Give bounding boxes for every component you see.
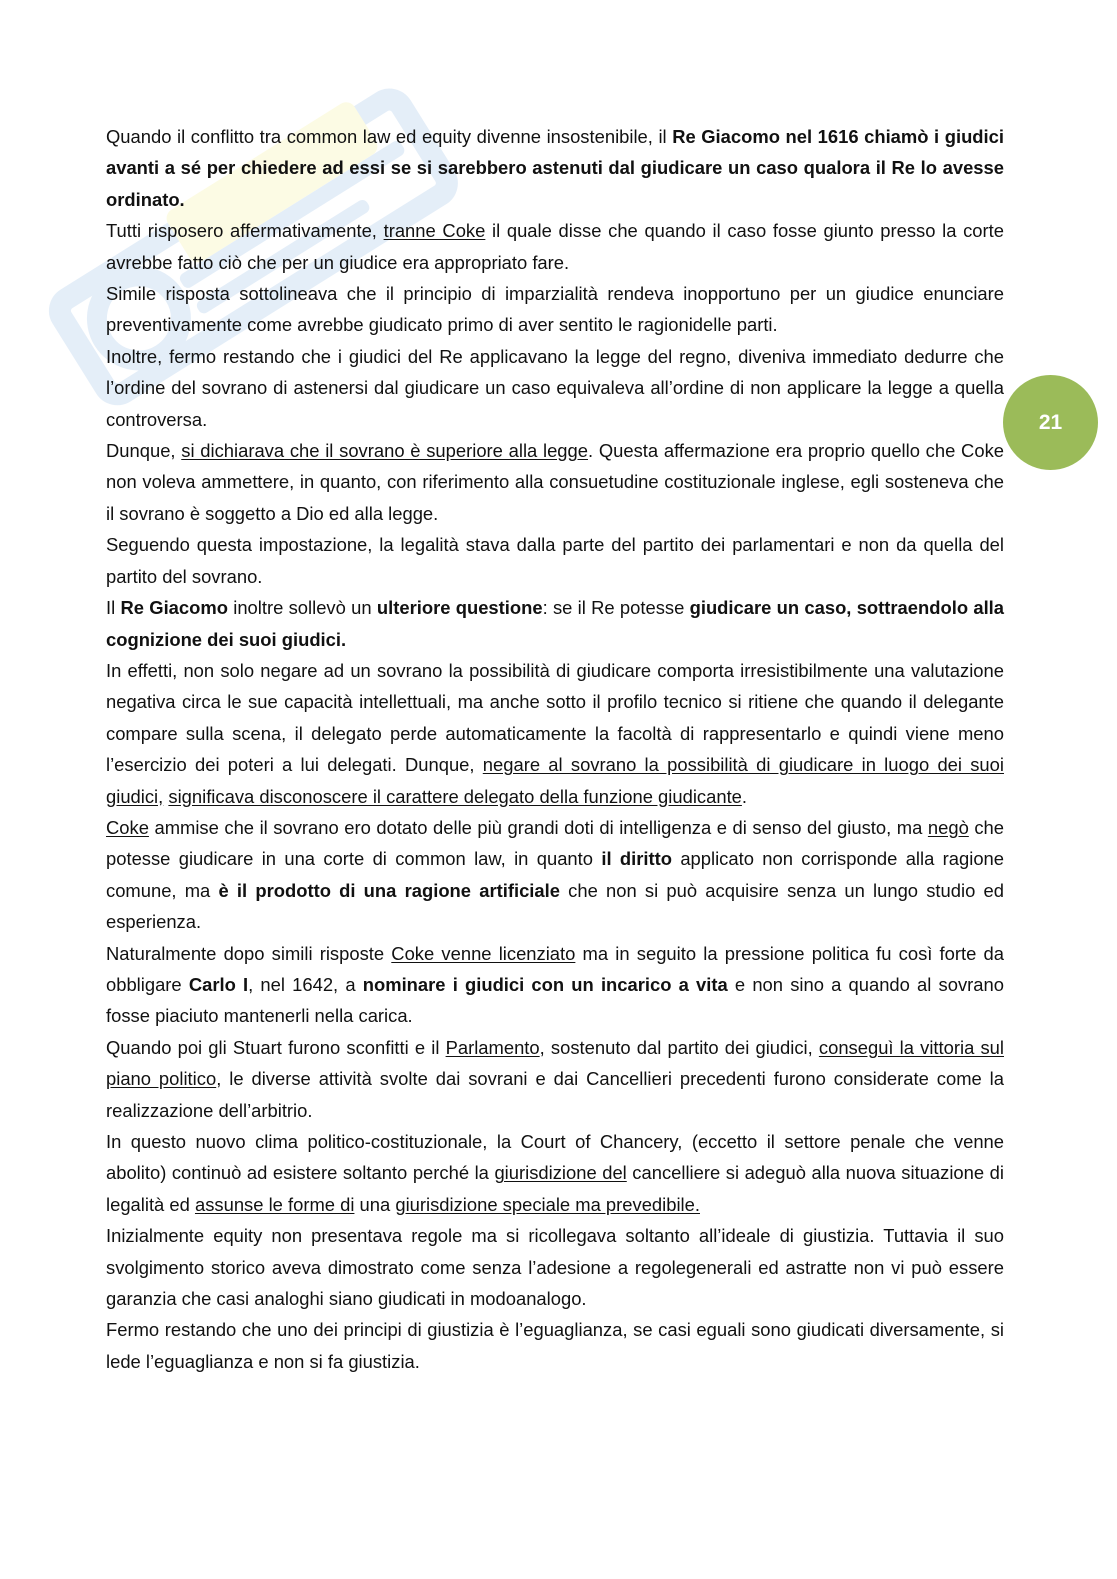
text-segment: Tutti risposero affermativamente, [106,220,384,242]
paragraph [106,938,1004,1032]
paragraph [106,341,1004,435]
text-segment: , le diverse attività svolte dai sovrani e dai Cancellieri precedenti furono considerate come la realizzazione dell’arbitrio. [106,1068,1005,1121]
text-segment: Naturalmente dopo simili risposte [106,942,392,964]
paragraph [106,278,1004,341]
paragraph [106,1126,1004,1220]
document-body [106,121,1004,1377]
page-number-badge [1003,375,1098,470]
underlined-text: assunse le forme di [194,1193,355,1215]
text-segment: . Questa affermazione era proprio quello che Coke non voleva ammettere, in quanto, con riferimento alla consuetudine costituzionale inglese, egli sosteneva che il sovrano è soggetto a Dio ed alla legge. [106,440,1004,524]
text-segment: Inoltre, fermo restando che i giudici del Re applicavano la legge del regno, diveniva immediato dedurre che l’ordine del sovrano di astenersi dal giudicare un caso equivaleva all’ordine di non applicare la legge a quella controversa. [106,345,1004,430]
paragraph [106,655,1004,812]
text-segment: . [741,785,748,807]
paragraph [106,121,1004,215]
underlined-text: tranne Coke [383,220,486,242]
underlined-text: negò [927,816,969,838]
paragraph [106,435,1004,529]
text-segment: Quando il conflitto tra common law ed equity divenne insostenibile, il [106,126,673,147]
underlined-text: Coke venne licenziato [391,942,576,964]
paragraph [106,1032,1004,1126]
underlined-text: negare al sovrano la possibilità di giudicare in luogo dei suoi giudici, [106,754,1004,807]
paragraph [106,592,1004,655]
bold-text: Carlo I [188,973,249,995]
paragraph [106,529,1004,592]
text-segment: , sostenuto dal partito dei giudici, [539,1036,819,1058]
text-segment: Il [106,597,121,619]
text-segment: il quale disse che quando il caso fosse giunto presso la corte avrebbe fatto ciò che per un giudice era appropriato fare. [106,220,1004,273]
text-segment: una [354,1193,396,1215]
text-segment: e non sino a quando al sovrano fosse piaciuto mantenerli nella carica. [106,973,1004,1027]
text-segment: : se il Re potesse [542,597,690,619]
text-segment: Seguendo questa impostazione, la legalità stava dalla parte del partito dei parlamentari e non da quella del partito del sovrano. [106,534,1004,587]
underlined-text: giurisdizione speciale ma prevedibile. [395,1193,700,1215]
bold-text: nominare i giudici con un incarico a vita [362,973,728,995]
bold-text: è il prodotto di una ragione artificiale [218,879,560,901]
text-segment: ma in seguito la pressione politica fu così forte da obbligare [106,942,1004,995]
underlined-text: giurisdizione del [494,1162,627,1184]
bold-text: Re Giacomo [120,597,228,619]
text-segment: che potesse giudicare in una corte di common law, in quanto [106,816,1005,870]
text-segment: cancelliere si adeguò alla nuova situazione di legalità ed [106,1162,1004,1215]
underlined-text: conseguì la vittoria sul piano politico [106,1036,1004,1090]
underlined-text: significava disconoscere il carattere delegato della funzione giudicante [168,785,742,807]
text-segment: , nel 1642, a [248,973,363,995]
underlined-text: si dichiarava che il sovrano è superiore alla legge [181,440,588,462]
paragraph [106,812,1004,938]
underlined-text: Parlamento [445,1036,540,1058]
bold-text: ulteriore questione [376,597,543,619]
text-segment: Dunque, [106,440,182,462]
text-segment: In questo nuovo clima politico-costituzionale, la Court of Chancery, (eccetto il settore penale che venne abolito) continuò ad esistere soltanto perché la [106,1131,1004,1184]
text-segment: Simile risposta sottolineava che il principio di imparzialità rendeva inopportuno per un giudice enunciare preventivamente come avrebbe giudicato primo di aver sentito le ragionidelle parti. [106,283,1004,336]
page-number: 21 [1038,410,1063,434]
text-segment: In effetti, non solo negare ad un sovrano la possibilità di giudicare comporta irresistibilmente una valutazione negativa circa le sue capacità intellettuali, ma anche sotto il profilo tecnico si ritiene che quando il delegante compare sulla scena, il delegato perde automaticamente la facoltà di rappresentarlo e quindi viene meno l’esercizio dei poteri a lui delegati. Dunque, [106,659,1004,776]
paragraph [106,215,1004,278]
text-segment: Quando poi gli Stuart furono sconfitti e il [106,1036,446,1058]
text-segment: inoltre sollevò un [227,597,377,619]
underlined-text: Coke [106,816,149,838]
bold-text: il diritto [601,848,672,870]
paragraph [106,1314,1004,1377]
text-segment: Fermo restando che uno dei principi di giustizia è l’eguaglianza, se casi eguali sono giudicati diversamente, si lede l’eguaglianza e non si fa giustizia. [106,1319,1004,1372]
text-segment: che non si può acquisire senza un lungo studio ed esperienza. [106,879,1004,933]
paragraph [106,1220,1004,1314]
bold-text: giudicare un caso, sottraendolo alla cognizione dei suoi giudici. [106,597,1005,650]
bold-text: Re Giacomo nel 1616 chiamò i giudici avanti a sé per chiedere ad essi se si sarebbero astenuti dal giudicare un caso qualora il Re lo avesse ordinato. [106,126,1004,210]
text-segment: applicato non corrisponde alla ragione comune, ma [106,848,1005,901]
text-segment: ammise che il sovrano ero dotato delle più grandi doti di intelligenza e di senso del giusto, ma [148,816,928,838]
text-segment: Inizialmente equity non presentava regole ma si ricollegava soltanto all’ideale di giustizia. Tuttavia il suo svolgimento storico aveva dimostrato come senza l’adesione a regolegenerali ed astratte non vi può essere garanzia che casi analoghi siano giudicati in modoanalogo. [106,1225,1004,1310]
